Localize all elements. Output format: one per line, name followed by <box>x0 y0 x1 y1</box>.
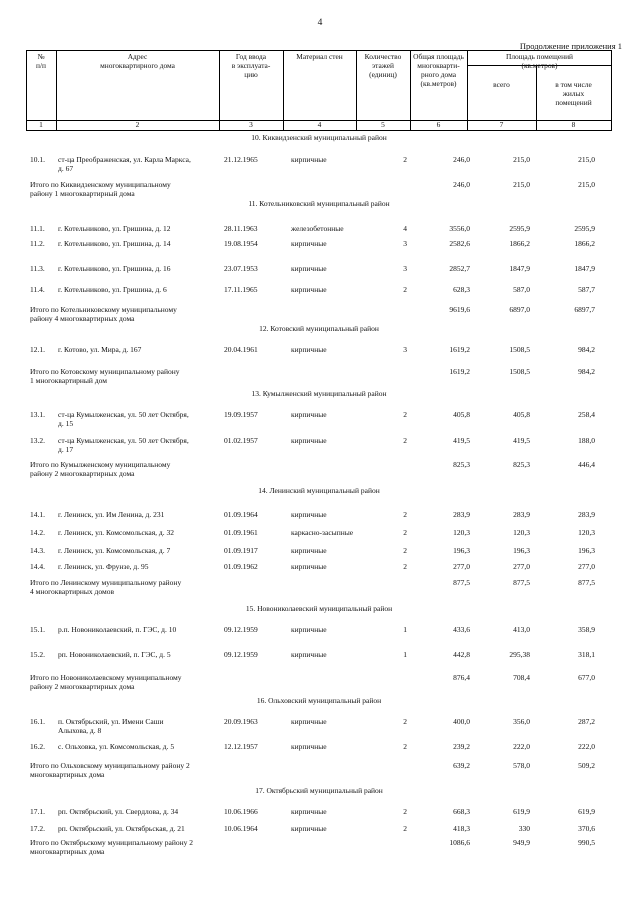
section-title: 10. Киквидзенский муниципальный район <box>251 133 387 142</box>
premises-area: 222,0 <box>513 742 530 751</box>
address: г. Котельниково, ул. Гришина, д. 6 <box>58 285 167 294</box>
living-area: 2595,9 <box>574 224 595 233</box>
row-number: 14.1. <box>30 510 45 519</box>
premises-area: 120,3 <box>513 528 530 537</box>
total-area: 876,4 <box>453 673 470 682</box>
premises-area: 578,0 <box>513 761 530 770</box>
living-area: 990,5 <box>578 838 595 847</box>
wall-material: кирпичные <box>291 625 327 634</box>
column-number: 6 <box>436 120 441 129</box>
address: п. Октябрьский, ул. Имени Саши <box>58 717 164 726</box>
address: рп. Октябрьский, ул. Свердлова, д. 34 <box>58 807 179 816</box>
total-area: 3556,0 <box>449 224 470 233</box>
section-title: 13. Кумылженский муниципальный район <box>251 389 387 398</box>
living-area: 196,3 <box>578 546 595 555</box>
column-number: 4 <box>317 120 322 129</box>
total-label: Итого по Новониколаевскому муниципальному <box>30 673 182 682</box>
header-address: Адрес многоквартирного дома <box>100 52 175 70</box>
living-area: 1866,2 <box>574 239 595 248</box>
premises-area: 196,3 <box>513 546 530 555</box>
premises-area: 6897,0 <box>509 305 530 314</box>
total-area: 277,0 <box>453 562 470 571</box>
living-area: 188,0 <box>578 436 595 445</box>
total-label: многоквартирных дома <box>30 770 105 779</box>
premises-area: 1508,5 <box>509 345 530 354</box>
wall-material: кирпичные <box>291 264 327 273</box>
total-area: 9619,6 <box>449 305 470 314</box>
address: г. Ленинск, ул. Комсомольская, д. 32 <box>58 528 174 537</box>
total-label: району 2 многоквартирных дома <box>30 469 135 478</box>
premises-area: 949,9 <box>513 838 530 847</box>
total-label: 4 многоквартирных домов <box>30 587 115 596</box>
premises-area: 1508,5 <box>509 367 530 376</box>
living-area: 283,9 <box>578 510 595 519</box>
wall-material: кирпичные <box>291 562 327 571</box>
column-number: 7 <box>499 120 504 129</box>
commission-year: 10.06.1964 <box>224 824 258 833</box>
premises-area: 405,8 <box>513 410 530 419</box>
header-total-area: Общая площадь многокварти- рного дома (кв.метров) <box>413 52 464 88</box>
premises-area: 215,0 <box>513 180 530 189</box>
wall-material: кирпичные <box>291 436 327 445</box>
row-number: 11.4. <box>30 285 45 294</box>
commission-year: 01.09.1962 <box>224 562 258 571</box>
total-label: Итого по Ольховскому муниципальному району 2 <box>30 761 190 770</box>
total-area: 246,0 <box>453 180 470 189</box>
column-number: 1 <box>39 120 43 129</box>
wall-material: кирпичные <box>291 650 327 659</box>
wall-material: железобетонные <box>291 224 344 233</box>
living-area: 370,6 <box>578 824 595 833</box>
premises-area: 1866,2 <box>509 239 530 248</box>
living-area: 1847,9 <box>574 264 595 273</box>
row-number: 16.1. <box>30 717 45 726</box>
total-area: 120,3 <box>453 528 470 537</box>
floors: 2 <box>403 155 407 164</box>
commission-year: 17.11.1965 <box>224 285 258 294</box>
premises-area: 1847,9 <box>509 264 530 273</box>
header-living-premises: в том числе жилых помещений <box>555 80 592 107</box>
address: Алыхова, д. 8 <box>58 726 102 735</box>
total-area: 1086,6 <box>449 838 470 847</box>
address: д. 17 <box>58 445 74 454</box>
floors: 3 <box>403 239 407 248</box>
living-area: 984,2 <box>578 367 595 376</box>
floors: 2 <box>403 510 407 519</box>
living-area: 287,2 <box>578 717 595 726</box>
continuation-note: Продолжение приложения 1 <box>519 41 622 51</box>
floors: 4 <box>403 224 407 233</box>
floors: 2 <box>403 742 407 751</box>
commission-year: 19.09.1957 <box>224 410 258 419</box>
floors: 2 <box>403 717 407 726</box>
address: ст-ца Преображенская, ул. Карла Маркса, <box>58 155 191 164</box>
total-area: 196,3 <box>453 546 470 555</box>
premises-area: 330 <box>518 824 530 833</box>
floors: 3 <box>403 345 407 354</box>
total-label: многоквартирных дома <box>30 847 105 856</box>
commission-year: 19.08.1954 <box>224 239 258 248</box>
wall-material: кирпичные <box>291 824 327 833</box>
row-number: 11.3. <box>30 264 45 273</box>
living-area: 215,0 <box>578 155 595 164</box>
premises-area: 413,0 <box>513 625 530 634</box>
living-area: 587,7 <box>578 285 595 294</box>
row-number: 16.2. <box>30 742 45 751</box>
commission-year: 23.07.1953 <box>224 264 258 273</box>
total-area: 1619,2 <box>449 345 470 354</box>
commission-year: 28.11.1963 <box>224 224 258 233</box>
address: г. Ленинск, ул. Им Ленина, д. 231 <box>58 510 165 519</box>
premises-area: 587,0 <box>513 285 530 294</box>
total-area: 639,2 <box>453 761 470 770</box>
wall-material: кирпичные <box>291 717 327 726</box>
header-premises-area: Площадь помещений (кв.метров) <box>506 52 573 70</box>
total-area: 628,3 <box>453 285 470 294</box>
premises-area: 356,0 <box>513 717 530 726</box>
total-area: 442,8 <box>453 650 470 659</box>
section-title: 16. Ольховский муниципальный район <box>256 696 382 705</box>
premises-area: 283,9 <box>513 510 530 519</box>
row-number: 17.2. <box>30 824 45 833</box>
total-area: 246,0 <box>453 155 470 164</box>
living-area: 6897,7 <box>574 305 595 314</box>
wall-material: каркасно-засыпные <box>291 528 354 537</box>
total-label: Итого по Котовскому муниципальному району <box>30 367 180 376</box>
row-number: 11.1. <box>30 224 45 233</box>
living-area: 318,1 <box>578 650 595 659</box>
total-area: 433,6 <box>453 625 470 634</box>
total-area: 1619,2 <box>449 367 470 376</box>
living-area: 446,4 <box>578 460 595 469</box>
table-header <box>26 50 612 130</box>
header-material: Материал стен <box>296 52 343 61</box>
wall-material: кирпичные <box>291 807 327 816</box>
commission-year: 01.02.1957 <box>224 436 258 445</box>
commission-year: 09.12.1959 <box>224 625 258 634</box>
living-area: 222,0 <box>578 742 595 751</box>
header-floors: Количество этажей (единиц) <box>364 52 402 79</box>
wall-material: кирпичные <box>291 345 327 354</box>
address: р.п. Новониколаевский, п. ГЭС, д. 10 <box>58 625 177 634</box>
row-number: 11.2. <box>30 239 45 248</box>
row-number: 15.2. <box>30 650 45 659</box>
wall-material: кирпичные <box>291 546 327 555</box>
column-number: 2 <box>135 120 140 129</box>
living-area: 358,9 <box>578 625 595 634</box>
total-label: Итого по Кумылженскому муниципальному <box>30 460 171 469</box>
address: с. Ольховка, ул. Комсомольская, д. 5 <box>58 742 175 751</box>
wall-material: кирпичные <box>291 155 327 164</box>
header-premises-total: всего <box>493 80 510 89</box>
address: г. Котово, ул. Мира, д. 167 <box>58 345 142 354</box>
commission-year: 01.09.1961 <box>224 528 258 537</box>
floors: 2 <box>403 824 407 833</box>
commission-year: 21.12.1965 <box>224 155 258 164</box>
floors: 1 <box>403 625 407 634</box>
commission-year: 09.12.1959 <box>224 650 258 659</box>
floors: 2 <box>403 436 407 445</box>
column-number: 8 <box>571 120 576 129</box>
page-number: 4 <box>317 18 323 28</box>
living-area: 877,5 <box>578 578 595 587</box>
total-label: району 4 многоквартирных дома <box>30 314 135 323</box>
column-number: 3 <box>249 120 253 129</box>
row-number: 13.1. <box>30 410 45 419</box>
floors: 2 <box>403 528 407 537</box>
wall-material: кирпичные <box>291 742 327 751</box>
address: ст-ца Кумылженская, ул. 50 лет Октября, <box>58 410 189 419</box>
floors: 3 <box>403 264 407 273</box>
premises-area: 708,4 <box>513 673 530 682</box>
floors: 2 <box>403 807 407 816</box>
commission-year: 12.12.1957 <box>224 742 258 751</box>
wall-material: кирпичные <box>291 285 327 294</box>
living-area: 509,2 <box>578 761 595 770</box>
address: ст-ца Кумылженская, ул. 50 лет Октября, <box>58 436 189 445</box>
total-area: 419,5 <box>453 436 470 445</box>
section-title: 12. Котовский муниципальный район <box>259 324 379 333</box>
row-number: 12.1. <box>30 345 45 354</box>
commission-year: 20.09.1963 <box>224 717 258 726</box>
premises-area: 295,38 <box>509 650 530 659</box>
total-label: Итого по Киквидзенскому муниципальному <box>30 180 171 189</box>
premises-area: 825,3 <box>513 460 530 469</box>
total-area: 2582,6 <box>449 239 470 248</box>
total-area: 400,0 <box>453 717 470 726</box>
premises-area: 2595,9 <box>509 224 530 233</box>
address: г. Котельниково, ул. Гришина, д. 12 <box>58 224 171 233</box>
row-number: 14.3. <box>30 546 45 555</box>
floors: 1 <box>403 650 407 659</box>
section-title: 17. Октябрьский муниципальный район <box>255 786 383 795</box>
floors: 2 <box>403 562 407 571</box>
header-number: № п/п <box>36 52 46 70</box>
section-title: 14. Ленинский муниципальный район <box>258 486 380 495</box>
commission-year: 01.09.1917 <box>224 546 258 555</box>
row-number: 13.2. <box>30 436 45 445</box>
total-area: 239,2 <box>453 742 470 751</box>
address: г. Ленинск, ул. Комсомольская, д. 7 <box>58 546 171 555</box>
row-number: 14.4. <box>30 562 45 571</box>
commission-year: 10.06.1966 <box>224 807 258 816</box>
total-area: 877,5 <box>453 578 470 587</box>
living-area: 215,0 <box>578 180 595 189</box>
header-year: Год ввода в эксплуата- цию <box>231 52 271 79</box>
address: д. 15 <box>58 419 74 428</box>
premises-area: 877,5 <box>513 578 530 587</box>
total-label: 1 многоквартирный дом <box>30 376 107 385</box>
commission-year: 20.04.1961 <box>224 345 258 354</box>
section-title: 11. Котельниковский муниципальный район <box>248 199 390 208</box>
total-area: 668,3 <box>453 807 470 816</box>
living-area: 984,2 <box>578 345 595 354</box>
wall-material: кирпичные <box>291 410 327 419</box>
total-label: Итого по Октябрьскому муниципальному району 2 <box>30 838 193 847</box>
living-area: 277,0 <box>578 562 595 571</box>
living-area: 619,9 <box>578 807 595 816</box>
address: г. Котельниково, ул. Гришина, д. 14 <box>58 239 171 248</box>
total-label: Итого по Котельниковскому муниципальному <box>30 305 177 314</box>
commission-year: 01.09.1964 <box>224 510 258 519</box>
column-number: 5 <box>381 120 385 129</box>
premises-area: 277,0 <box>513 562 530 571</box>
living-area: 677,0 <box>578 673 595 682</box>
total-area: 418,3 <box>453 824 470 833</box>
row-number: 10.1. <box>30 155 45 164</box>
wall-material: кирпичные <box>291 510 327 519</box>
total-area: 283,9 <box>453 510 470 519</box>
floors: 2 <box>403 546 407 555</box>
section-title: 15. Новониколаевский муниципальный район <box>245 604 393 613</box>
living-area: 258,4 <box>578 410 595 419</box>
address: г. Ленинск, ул. Фрунзе, д. 95 <box>58 562 149 571</box>
address: рп. Октябрьский, ул. Октябрьская, д. 21 <box>58 824 185 833</box>
total-area: 825,3 <box>453 460 470 469</box>
wall-material: кирпичные <box>291 239 327 248</box>
address: д. 67 <box>58 164 74 173</box>
row-number: 17.1. <box>30 807 45 816</box>
address: г. Котельниково, ул. Гришина, д. 16 <box>58 264 171 273</box>
total-area: 2852,7 <box>449 264 470 273</box>
total-label: Итого по Ленинскому муниципальному району <box>30 578 182 587</box>
premises-area: 215,0 <box>513 155 530 164</box>
total-label: району 1 многоквартирный дома <box>30 189 135 198</box>
premises-area: 619,9 <box>513 807 530 816</box>
living-area: 120,3 <box>578 528 595 537</box>
total-label: району 2 многоквартирных дома <box>30 682 135 691</box>
floors: 2 <box>403 285 407 294</box>
row-number: 14.2. <box>30 528 45 537</box>
floors: 2 <box>403 410 407 419</box>
address: рп. Новониколаевский, п. ГЭС, д. 5 <box>58 650 171 659</box>
total-area: 405,8 <box>453 410 470 419</box>
row-number: 15.1. <box>30 625 45 634</box>
premises-area: 419,5 <box>513 436 530 445</box>
